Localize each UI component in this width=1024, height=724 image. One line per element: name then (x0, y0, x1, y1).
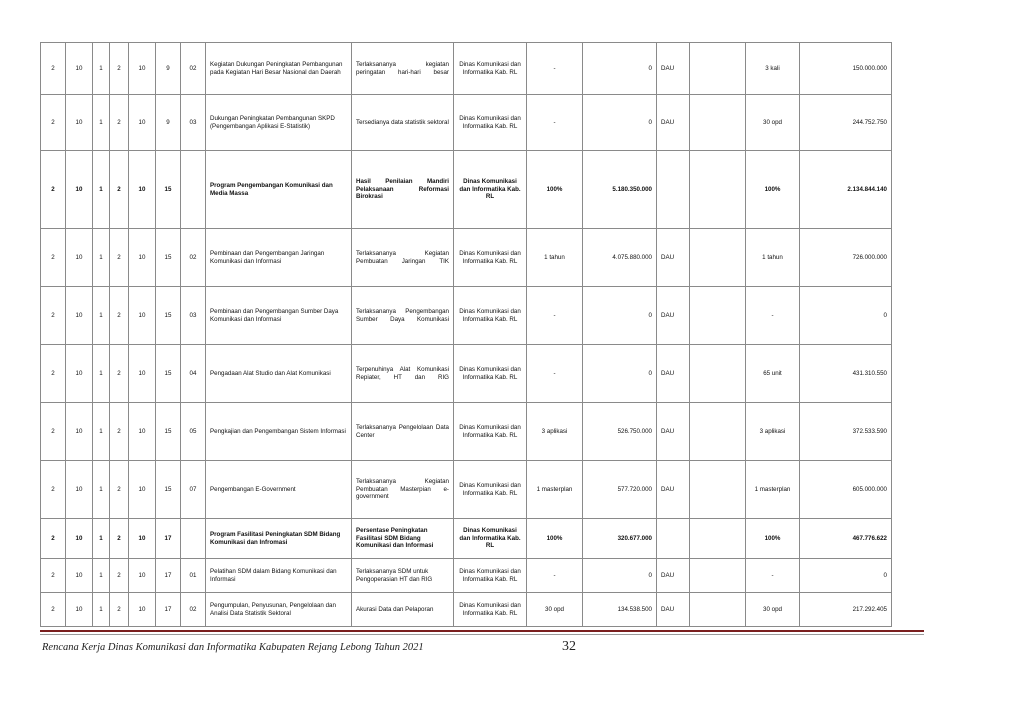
kode-unit: 1 (93, 151, 110, 229)
kode-sub-unit: 2 (110, 593, 129, 627)
sumber-dana: DAU (657, 287, 690, 345)
target-2020: 1 masterplan (527, 461, 583, 519)
pagu-2021: 0 (800, 559, 892, 593)
indikator: Terlaksananya Pengelolaan Data Center (352, 403, 454, 461)
nama-kegiatan: Pengumpulan, Penyusunan, Pengelolaan dan Analisi Data Statistik Sektoral (206, 593, 352, 627)
footer-rule-thin (40, 634, 924, 635)
kode-unit: 1 (93, 403, 110, 461)
kode-unit: 1 (93, 287, 110, 345)
table-row (41, 593, 892, 627)
kode-sub-unit: 2 (110, 287, 129, 345)
nama-kegiatan: Kegiatan Dukungan Peningkatan Pembangunan pada Kegiatan Hari Besar Nasional dan Daerah (206, 43, 352, 95)
pelaksana: Dinas Komunikasi dan Informatika Kab. RL (454, 461, 527, 519)
kode-program: 17 (156, 593, 181, 627)
indikator: Terlaksananya SDM untuk Pengoperasian HT dan RIG (352, 559, 454, 593)
kode-program: 15 (156, 151, 181, 229)
kode-urusan: 2 (41, 229, 66, 287)
pelaksana: Dinas Komunikasi dan Informatika Kab. RL (454, 593, 527, 627)
pagu-2020: 0 (583, 345, 657, 403)
kode-bidang-2: 10 (129, 519, 156, 559)
kode-kegiatan: 07 (181, 461, 206, 519)
indikator: Tersedianya data statistik sektoral (352, 95, 454, 151)
nama-program: Program Fasilitasi Peningkatan SDM Bidang Komunikasi dan Infromasi (206, 519, 352, 559)
kode-program: 9 (156, 95, 181, 151)
nama-kegiatan: Pembinaan dan Pengembangan Jaringan Komunikasi dan Informasi (206, 229, 352, 287)
kode-bidang-2: 10 (129, 287, 156, 345)
nama-program: Program Pengembangan Komunikasi dan Media Massa (206, 151, 352, 229)
kode-urusan: 2 (41, 559, 66, 593)
kode-bidang-2: 10 (129, 461, 156, 519)
kode-bidang-2: 10 (129, 593, 156, 627)
pagu-2020: 134.538.500 (583, 593, 657, 627)
target-2021: 1 masterplan (746, 461, 800, 519)
kode-sub-unit: 2 (110, 43, 129, 95)
target-2021: - (746, 287, 800, 345)
target-2020: 100% (527, 151, 583, 229)
nama-kegiatan: Pengembangan E-Government (206, 461, 352, 519)
sumber-dana (657, 151, 690, 229)
pelaksana: Dinas Komunikasi dan Informatika Kab. RL (454, 403, 527, 461)
page-number: 32 (562, 639, 576, 654)
pelaksana: Dinas Komunikasi dan Informatika Kab. RL (454, 95, 527, 151)
kode-unit: 1 (93, 593, 110, 627)
indikator: Terlaksananya Kegiatan Pembuatan Masterpian e-government (352, 461, 454, 519)
sumber-dana: DAU (657, 43, 690, 95)
pagu-2020: 4.075.880.000 (583, 229, 657, 287)
pagu-2020: 0 (583, 559, 657, 593)
kode-bidang: 10 (66, 151, 93, 229)
kode-bidang: 10 (66, 43, 93, 95)
keterangan (690, 287, 746, 345)
kode-program: 15 (156, 403, 181, 461)
sumber-dana: DAU (657, 95, 690, 151)
kode-bidang-2: 10 (129, 345, 156, 403)
pagu-2020: 5.180.350.000 (583, 151, 657, 229)
target-2021: - (746, 559, 800, 593)
kode-kegiatan: 01 (181, 559, 206, 593)
target-2021: 30 opd (746, 95, 800, 151)
pagu-2021: 0 (800, 287, 892, 345)
kode-sub-unit: 2 (110, 229, 129, 287)
kode-kegiatan: 02 (181, 229, 206, 287)
kode-program: 15 (156, 229, 181, 287)
kode-kegiatan: 04 (181, 345, 206, 403)
sumber-dana: DAU (657, 403, 690, 461)
kode-bidang-2: 10 (129, 43, 156, 95)
kode-urusan: 2 (41, 519, 66, 559)
kode-unit: 1 (93, 229, 110, 287)
footer-title: Rencana Kerja Dinas Komunikasi dan Informatika Kabupaten Rejang Lebong Tahun 2021 (42, 642, 424, 653)
kode-bidang: 10 (66, 461, 93, 519)
indikator: Hasil Penilaian Mandiri Pelaksanaan Reformasi Birokrasi (352, 151, 454, 229)
kode-bidang: 10 (66, 345, 93, 403)
kode-sub-unit: 2 (110, 151, 129, 229)
kode-kegiatan (181, 519, 206, 559)
kode-bidang-2: 10 (129, 559, 156, 593)
pelaksana: Dinas Komunikasi dan Informatika Kab. RL (454, 287, 527, 345)
table-row (41, 229, 892, 287)
pagu-2021: 372.533.590 (800, 403, 892, 461)
kode-sub-unit: 2 (110, 95, 129, 151)
target-2021: 100% (746, 151, 800, 229)
kode-urusan: 2 (41, 345, 66, 403)
pelaksana: Dinas Komunikasi dan Informatika Kab. RL (454, 345, 527, 403)
target-2020: 3 aplikasi (527, 403, 583, 461)
table-row (41, 559, 892, 593)
keterangan (690, 519, 746, 559)
pagu-2020: 0 (583, 43, 657, 95)
target-2020: - (527, 95, 583, 151)
kode-kegiatan (181, 151, 206, 229)
pagu-2021: 605.000.000 (800, 461, 892, 519)
kode-urusan: 2 (41, 151, 66, 229)
kode-program: 17 (156, 559, 181, 593)
sumber-dana: DAU (657, 559, 690, 593)
target-2020: - (527, 287, 583, 345)
kode-bidang: 10 (66, 287, 93, 345)
pagu-2020: 0 (583, 287, 657, 345)
kode-unit: 1 (93, 43, 110, 95)
target-2020: - (527, 43, 583, 95)
target-2020: - (527, 559, 583, 593)
pagu-2020: 0 (583, 95, 657, 151)
kode-program: 9 (156, 43, 181, 95)
kode-bidang-2: 10 (129, 151, 156, 229)
kode-kegiatan: 03 (181, 95, 206, 151)
target-2020: 1 tahun (527, 229, 583, 287)
target-2021: 65 unit (746, 345, 800, 403)
keterangan (690, 345, 746, 403)
program-row (41, 519, 892, 559)
kode-unit: 1 (93, 345, 110, 403)
table-row (41, 461, 892, 519)
kode-sub-unit: 2 (110, 345, 129, 403)
pagu-2021: 217.292.405 (800, 593, 892, 627)
kode-bidang-2: 10 (129, 95, 156, 151)
kode-unit: 1 (93, 559, 110, 593)
kode-urusan: 2 (41, 95, 66, 151)
kode-program: 15 (156, 345, 181, 403)
keterangan (690, 403, 746, 461)
nama-kegiatan: Pengadaan Alat Studio dan Alat Komunikasi (206, 345, 352, 403)
target-2021: 100% (746, 519, 800, 559)
pelaksana: Dinas Komunikasi dan Informatika Kab. RL (454, 519, 527, 559)
pagu-2020: 577.720.000 (583, 461, 657, 519)
kode-sub-unit: 2 (110, 519, 129, 559)
kode-bidang-2: 10 (129, 229, 156, 287)
target-2020: 30 opd (527, 593, 583, 627)
sumber-dana: DAU (657, 229, 690, 287)
footer-rule (40, 630, 924, 632)
indikator: Terlaksananya Pengembangan Sumber Daya Komunikasi (352, 287, 454, 345)
keterangan (690, 95, 746, 151)
nama-kegiatan: Pembinaan dan Pengembangan Sumber Daya Komunikasi dan Informasi (206, 287, 352, 345)
target-2020: - (527, 345, 583, 403)
nama-kegiatan: Pelatihan SDM dalam Bidang Komunikasi dan Informasi (206, 559, 352, 593)
kode-sub-unit: 2 (110, 461, 129, 519)
kode-sub-unit: 2 (110, 559, 129, 593)
target-2021: 30 opd (746, 593, 800, 627)
kode-unit: 1 (93, 461, 110, 519)
keterangan (690, 43, 746, 95)
table-row (41, 287, 892, 345)
kode-bidang: 10 (66, 403, 93, 461)
kode-urusan: 2 (41, 461, 66, 519)
table-row (41, 43, 892, 95)
pagu-2021: 431.310.550 (800, 345, 892, 403)
kode-sub-unit: 2 (110, 403, 129, 461)
table-row (41, 403, 892, 461)
kode-unit: 1 (93, 519, 110, 559)
kode-urusan: 2 (41, 43, 66, 95)
indikator: Akurasi Data dan Pelaporan (352, 593, 454, 627)
pagu-2021: 467.776.622 (800, 519, 892, 559)
indikator: Terlaksananya Kegiatan Pembuatan Jaringan TIK (352, 229, 454, 287)
kode-bidang-2: 10 (129, 403, 156, 461)
target-2020: 100% (527, 519, 583, 559)
sumber-dana: DAU (657, 345, 690, 403)
kode-bidang: 10 (66, 559, 93, 593)
pelaksana: Dinas Komunikasi dan Informatika Kab. RL (454, 151, 527, 229)
pagu-2021: 2.134.844.140 (800, 151, 892, 229)
sumber-dana (657, 519, 690, 559)
keterangan (690, 593, 746, 627)
nama-kegiatan: Pengkajian dan Pengembangan Sistem Informasi (206, 403, 352, 461)
kode-kegiatan: 02 (181, 593, 206, 627)
indikator: Terpenuhinya Alat Komunikasi Repiater, HT dan RIG (352, 345, 454, 403)
pagu-2020: 526.750.000 (583, 403, 657, 461)
keterangan (690, 229, 746, 287)
kode-unit: 1 (93, 95, 110, 151)
indikator: Persentase Peningkatan Fasilitasi SDM Bidang Komunikasi dan Informasi (352, 519, 454, 559)
kode-bidang: 10 (66, 95, 93, 151)
rencana-kerja-table (40, 42, 892, 627)
keterangan (690, 559, 746, 593)
pelaksana: Dinas Komunikasi dan Informatika Kab. RL (454, 229, 527, 287)
target-2021: 3 aplikasi (746, 403, 800, 461)
kode-kegiatan: 05 (181, 403, 206, 461)
pagu-2021: 244.752.750 (800, 95, 892, 151)
kode-urusan: 2 (41, 287, 66, 345)
table-row (41, 95, 892, 151)
kode-bidang: 10 (66, 519, 93, 559)
sumber-dana: DAU (657, 461, 690, 519)
program-row (41, 151, 892, 229)
table-row (41, 345, 892, 403)
pelaksana: Dinas Komunikasi dan Informatika Kab. RL (454, 559, 527, 593)
kode-urusan: 2 (41, 593, 66, 627)
kode-program: 17 (156, 519, 181, 559)
keterangan (690, 151, 746, 229)
keterangan (690, 461, 746, 519)
kode-bidang: 10 (66, 593, 93, 627)
target-2021: 1 tahun (746, 229, 800, 287)
kode-program: 15 (156, 287, 181, 345)
kode-program: 15 (156, 461, 181, 519)
indikator: Terlaksananya kegiatan peringatan hari-hari besar (352, 43, 454, 95)
pagu-2021: 150.000.000 (800, 43, 892, 95)
pagu-2020: 320.677.000 (583, 519, 657, 559)
kode-kegiatan: 02 (181, 43, 206, 95)
kode-urusan: 2 (41, 403, 66, 461)
kode-bidang: 10 (66, 229, 93, 287)
pelaksana: Dinas Komunikasi dan Informatika Kab. RL (454, 43, 527, 95)
nama-kegiatan: Dukungan Peningkatan Pembangunan SKPD (Pengembangan Aplikasi E-Statistik) (206, 95, 352, 151)
pagu-2021: 726.000.000 (800, 229, 892, 287)
sumber-dana: DAU (657, 593, 690, 627)
target-2021: 3 kali (746, 43, 800, 95)
kode-kegiatan: 03 (181, 287, 206, 345)
